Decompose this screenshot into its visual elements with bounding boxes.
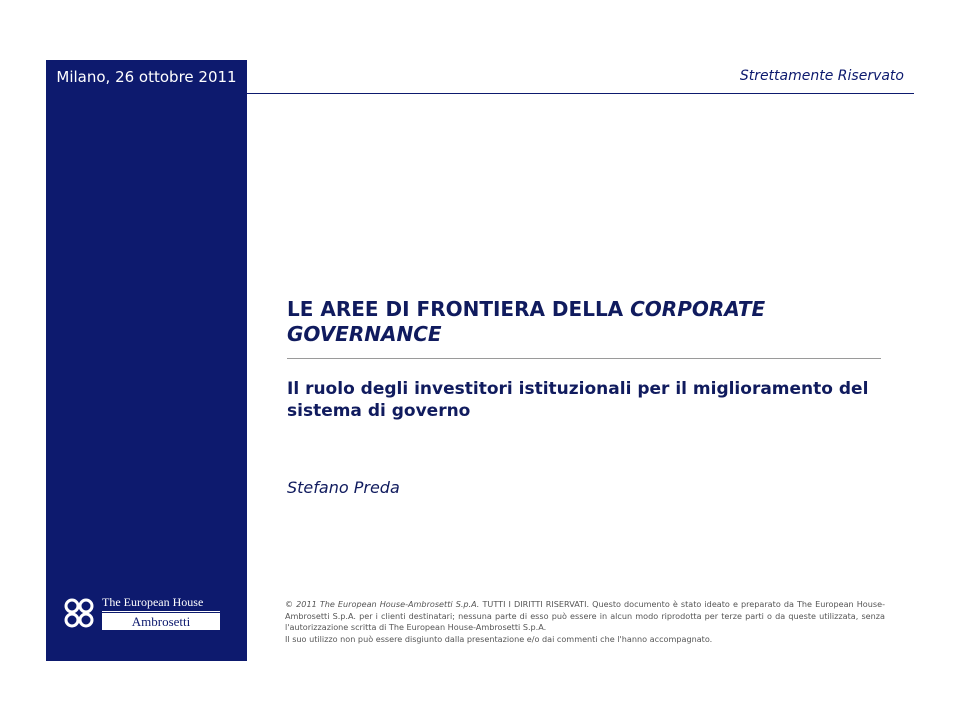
title-italic-text: CORPORATE GOVERNANCE <box>287 297 766 346</box>
author-name: Stefano Preda <box>287 478 400 497</box>
logo-text-line1: The European House <box>102 594 220 612</box>
copyright-disclaimer <box>285 599 885 645</box>
sidebar-panel <box>46 60 247 661</box>
title-divider <box>287 358 881 359</box>
disclaimer-body: TUTTI I DIRITTI RISERVATI. Questo documento è stato ideato e preparato da The European House-Ambrosetti S.p.A. per i clienti destinatari; nessuna parte di esso può essere in alcun modo riprodotta per terze parti o da queste utilizzata, senza l'autorizzazione scritta di The European House-Ambrosetti S.p.A. <box>285 599 886 632</box>
title-text: LE AREE DI FRONTIERA DELLA <box>287 297 631 321</box>
company-logo <box>62 594 220 630</box>
presentation-date: Milano, 26 ottobre 2011 <box>56 68 237 86</box>
presentation-title <box>287 297 877 347</box>
ambrosetti-logo-icon <box>62 596 96 630</box>
disclaimer-usage: Il suo utilizzo non può essere disgiunto dalla presentazione e/o dai commenti che l'hanno accompagnato. <box>285 633 713 644</box>
confidential-label: Strettamente Riservato <box>739 68 904 84</box>
presentation-subtitle: Il ruolo degli investitori istituzionali per il miglioramento del sistema di governo <box>287 379 869 421</box>
header-divider <box>247 93 914 94</box>
logo-text-line2: Ambrosetti <box>102 613 220 630</box>
copyright-notice: © 2011 The European House-Ambrosetti S.p.A. <box>285 599 480 609</box>
